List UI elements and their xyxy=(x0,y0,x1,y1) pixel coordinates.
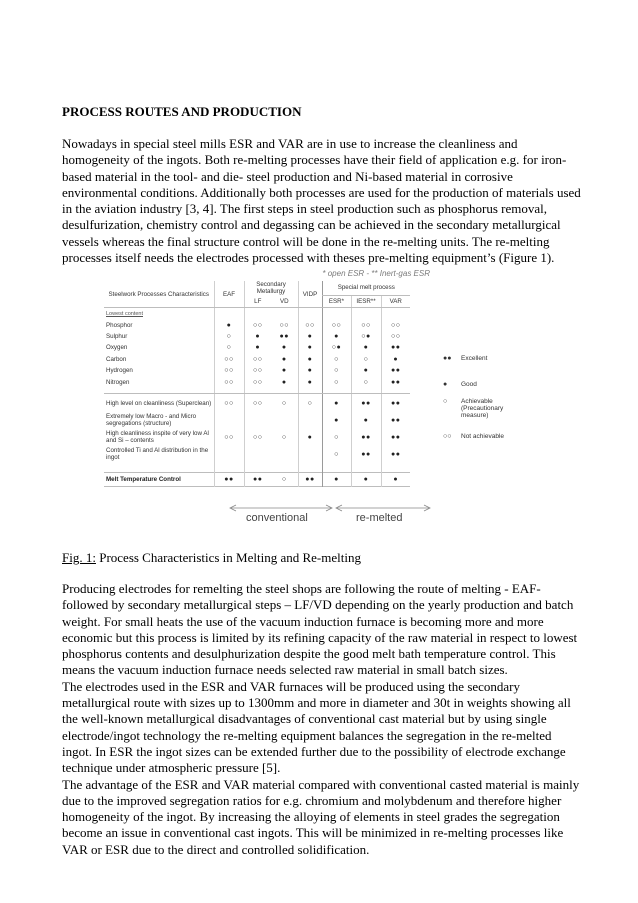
rating-eaf: ○○ xyxy=(214,376,244,387)
rating-lf: ○○ xyxy=(244,376,271,387)
rating-iesr: ● xyxy=(351,412,381,429)
rating-iesr: ● xyxy=(351,473,381,487)
rating-vidp: ● xyxy=(298,376,322,387)
figure-note: * open ESR - ** Inert-gas ESR xyxy=(322,269,430,278)
excellent-symbol: ●● xyxy=(443,355,452,362)
rating-vd: ● xyxy=(281,344,287,352)
header-vd: VD xyxy=(271,295,298,307)
rating-lf: ○○ xyxy=(244,429,271,446)
conventional-label: conventional xyxy=(246,512,308,524)
rating-vd: ○ xyxy=(281,399,287,407)
rating-vd: ● xyxy=(281,367,287,375)
header-special: Special melt process xyxy=(322,281,410,295)
not-achievable-symbol: ○○ xyxy=(443,433,452,440)
rating-eaf: ●● xyxy=(214,473,244,487)
rating-eaf: ○○ xyxy=(214,365,244,376)
row-label: Phosphor xyxy=(106,321,133,329)
rating-var: ● xyxy=(381,473,410,487)
achievable-symbol: ○ xyxy=(443,398,448,405)
rating-eaf: ● xyxy=(214,320,244,331)
row-label: Extremely low Macro - and Micro segregations (structure) xyxy=(106,413,197,428)
lowest-content-label: Lowest content xyxy=(106,310,143,317)
rating-esr: ● xyxy=(322,394,351,412)
section-heading: PROCESS ROUTES AND PRODUCTION xyxy=(62,104,302,119)
rating-vidp: ● xyxy=(298,331,322,342)
legend-text: Not achievable xyxy=(461,433,504,440)
rating-eaf: ○○ xyxy=(214,394,244,412)
row-label: High level on cleanliness (Superclean) xyxy=(106,399,212,407)
rating-var: ○○ xyxy=(381,320,410,331)
rating-iesr: ○ xyxy=(351,354,381,365)
row-label: Melt Temperature Control xyxy=(106,476,181,484)
rating-vidp: ● xyxy=(298,429,322,446)
row-label: Controlled Ti and Al distribution in the ingot xyxy=(106,447,209,462)
rating-var: ●● xyxy=(381,365,410,376)
figure-caption xyxy=(62,550,361,566)
remelted-label: re-melted xyxy=(356,512,403,524)
rating-lf: ●● xyxy=(244,473,271,487)
header-iesr: IESR** xyxy=(351,295,381,307)
header-esr: ESR* xyxy=(322,295,351,307)
rating-iesr: ●● xyxy=(351,446,381,463)
rating-vd: ● xyxy=(281,378,287,386)
rating-eaf: ○○ xyxy=(214,354,244,365)
paragraph-advantages: The advantage of the ESR and VAR material compared with conventional casted material is mainly due to the improved segregation ratios for e.g. chromium and molybdenum and therefore higher homogeneity of the ingot. By increasing the alloying of elements in steel grades the segregation become an issue in conventional cast ingots. This will be minimized in re-melting processes like VAR or ESR due to the direct and controlled solidification. xyxy=(62,776,580,857)
rating-eaf: ○ xyxy=(214,331,244,342)
row-label: High cleanliness inspite of very low Al and Si – contents xyxy=(106,430,209,445)
rating-var: ●● xyxy=(381,429,410,446)
rating-esr: ○ xyxy=(322,354,351,365)
rating-lf: ● xyxy=(244,342,271,353)
rating-esr: ○○ xyxy=(322,320,351,331)
paragraph-electrodes: Producing electrodes for remelting the steel shops are following the route of melting - EAF-followed by secondary metallurgical steps – LF/VD depending on the yearly production and batch weight. For small heats the use of the vacuum induction furnace is becoming more and more economic but this process is limited by its refining capacity of the raw material in respect to lowest phosphorus contents and desulphurization despite the good melt bath temperature control. This means the vacuum induction furnace needs selected raw material in small batch sizes. xyxy=(62,581,578,678)
rating-vidp: ○○ xyxy=(298,320,322,331)
rating-vidp: ●● xyxy=(298,473,322,487)
rating-lf: ○○ xyxy=(244,354,271,365)
rating-esr: ○ xyxy=(322,429,351,446)
rating-esr: ○ xyxy=(322,446,351,463)
intro-paragraph: Nowadays in special steel mills ESR and VAR are in use to increase the cleanliness and homogeneity of the ingots. Both re-melting processes have their field of application e.g. for iron-based material in the tool- and die- steel production and Ni-based material in corrosive environmental conditions. Additionally both processes are used for the production of materials used in the aviation industry [3, 4]. The first steps in steel production such as phosphorus removal, desulfurization, chemistry control and degassing can be achieved in the secondary metallurgical vessels whereas the final structure control will be done in the re-melting units. The re-melting processes itself needs the electrodes processed with theses pre-melting equipment’s (Figure 1). xyxy=(62,136,581,266)
header-var: VAR xyxy=(381,295,410,307)
rating-vd: ○ xyxy=(281,476,287,484)
rating-esr: ○● xyxy=(322,342,351,353)
paragraph-esr-var: The electrodes used in the ESR and VAR furnaces will be produced using the secondary metallurgical route with sizes up to 1300mm and more in diameter and 30t in weights showing all the well-known metallurgical disadvantages of conventional cast material but by using single electrode/ingot technology the re-melting equipment balances the segregation in the re-melted ingot. In ESR the ingot sizes can be extended further due to the possibility of electrode exchange technique under atmospheric pressure [5]. xyxy=(62,678,571,776)
rating-iesr: ●● xyxy=(351,429,381,446)
header-vidp: VIDP xyxy=(298,281,322,308)
rating-var: ●● xyxy=(381,394,410,412)
rating-esr: ● xyxy=(322,412,351,429)
rating-lf: ● xyxy=(244,331,271,342)
rating-iesr: ● xyxy=(351,342,381,353)
rating-var: ● xyxy=(381,354,410,365)
rating-eaf: ○ xyxy=(214,342,244,353)
rating-var: ●● xyxy=(381,342,410,353)
rating-esr: ○ xyxy=(322,365,351,376)
rating-var: ○○ xyxy=(381,331,410,342)
rating-lf: ○○ xyxy=(244,394,271,412)
rating-vidp: ● xyxy=(298,342,322,353)
rating-esr: ● xyxy=(322,473,351,487)
rating-lf: ○○ xyxy=(244,320,271,331)
rating-vd: ●● xyxy=(279,333,289,341)
rating-vd: ○○ xyxy=(279,321,289,329)
rating-var: ●● xyxy=(381,412,410,429)
rating-var: ●● xyxy=(381,446,410,463)
rating-iesr: ● xyxy=(351,365,381,376)
rating-vd: ○ xyxy=(281,433,287,441)
rating-lf: ○○ xyxy=(244,365,271,376)
row-label: Carbon xyxy=(106,355,127,363)
row-label: Oxygen xyxy=(106,344,128,352)
header-lf: LF xyxy=(244,295,271,307)
good-symbol: ● xyxy=(443,381,448,388)
rating-iesr: ○○ xyxy=(351,320,381,331)
rating-vidp: ○ xyxy=(298,394,322,412)
rating-var: ●● xyxy=(381,376,410,387)
header-characteristics: Steelwork Processes Characteristics xyxy=(104,281,214,308)
caption-label: Fig. 1: xyxy=(62,550,96,565)
rating-vidp: ● xyxy=(298,354,322,365)
row-label: Sulphur xyxy=(106,333,128,341)
caption-text: Process Characteristics in Melting and Re-melting xyxy=(95,550,361,565)
rating-vidp: ● xyxy=(298,365,322,376)
row-label: Nitrogen xyxy=(106,378,130,386)
rating-eaf: ○○ xyxy=(214,429,244,446)
header-secondary: Secondary Metallurgy xyxy=(244,281,298,295)
rating-iesr: ○● xyxy=(351,331,381,342)
header-eaf: EAF xyxy=(214,281,244,308)
rating-iesr: ○ xyxy=(351,376,381,387)
body-text xyxy=(62,581,584,858)
rating-esr: ○ xyxy=(322,376,351,387)
legend-text: Achievable (Precautionary measure) xyxy=(461,398,504,419)
rating-esr: ● xyxy=(322,331,351,342)
legend-text: Good xyxy=(461,381,477,388)
rating-iesr: ●● xyxy=(351,394,381,412)
legend-text: Excellent xyxy=(461,355,488,362)
row-label: Hydrogen xyxy=(106,367,133,375)
rating-vd: ● xyxy=(281,355,287,363)
